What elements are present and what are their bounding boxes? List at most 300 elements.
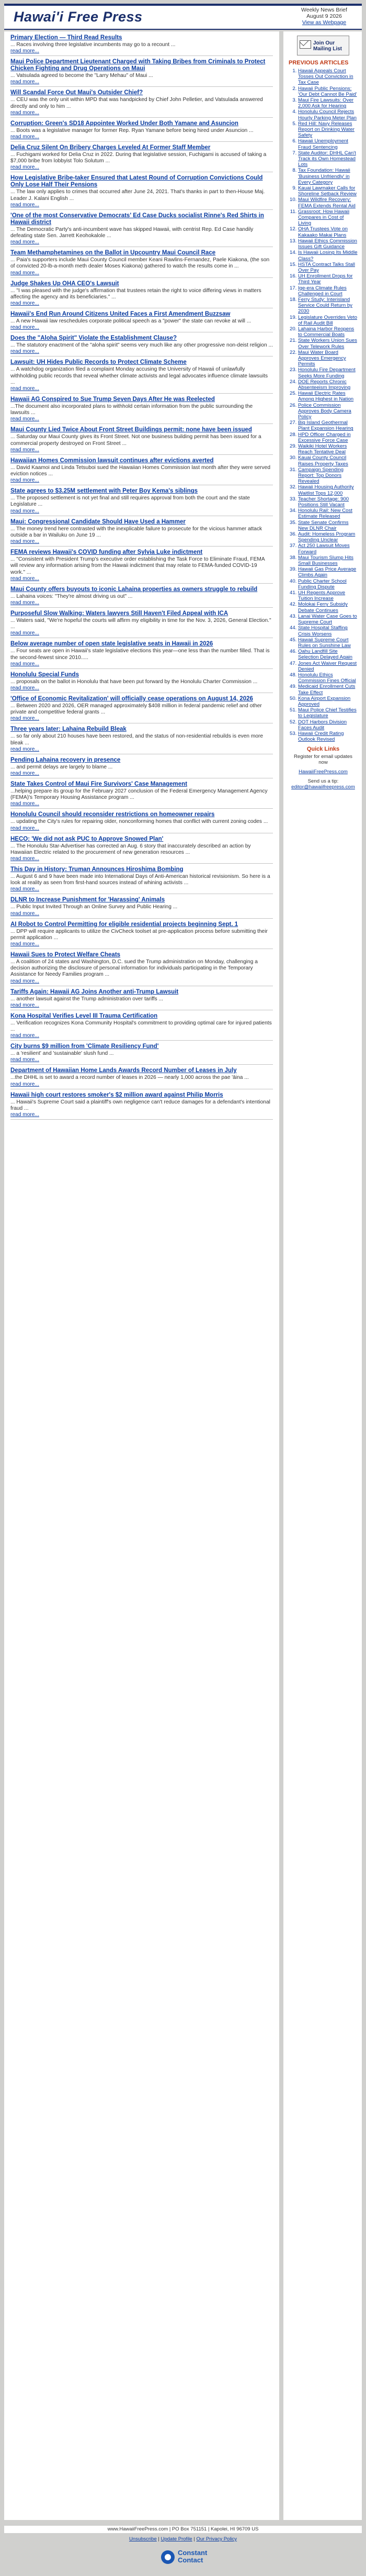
previous-article-link[interactable]: Honolulu Fire Department Seeks More Funding	[298, 367, 356, 379]
previous-article-item[interactable]	[298, 590, 358, 601]
article-divider	[10, 55, 273, 56]
article-divider	[10, 209, 273, 210]
article-blurb: ... August 6 and 9 have been made into International Days of Anti-American historical revisionism. So here is a look at reality as seen from first-hand sources instead of whining activists ...	[10, 873, 270, 886]
read-more-link[interactable]: read more...	[10, 508, 39, 514]
article-title[interactable]: Hawaii Sues to Protect Welfare Cheats	[10, 951, 121, 958]
previous-article-item[interactable]	[298, 168, 358, 185]
article-title[interactable]: Hawaii's End Run Around Citizens United Faces a First Amendment Buzzsaw	[10, 311, 231, 318]
previous-article-item[interactable]	[298, 86, 358, 97]
article-divider	[10, 607, 273, 608]
privacy-policy-link[interactable]: Our Privacy Policy	[196, 2536, 237, 2542]
previous-article-link[interactable]: Molokai Ferry Subsidy Debate Continues	[298, 601, 348, 614]
previous-article-item[interactable]	[298, 150, 358, 168]
article-title[interactable]: HECO: 'We did not ask PUC to Approve Snowed Plan'	[10, 835, 164, 842]
article	[10, 610, 273, 638]
unsubscribe-link[interactable]: Unsubscribe	[129, 2536, 157, 2542]
previous-article-link[interactable]: Public Charter School Funding Dispute	[298, 578, 347, 590]
article-blurb: ... CEU was the only unit within MPD that was handpicked by Chief John Pelletier, and Vatsulada answered directly and only to him ...	[10, 97, 263, 109]
article-blurb: ... Races involving three legislative incumbents may go to a recount ...	[10, 42, 176, 48]
article	[10, 549, 273, 584]
article-divider	[10, 546, 273, 547]
article-blurb: ... The money trend here contrasted with the inexplicable failure to prosecute for the vicious hammer attack outside a bar in Wailuku on June 19 ...	[10, 526, 262, 538]
previous-article-link[interactable]: Campaign Spending Report: Top Donors Revealed	[298, 466, 344, 485]
article	[10, 866, 273, 894]
previous-article-item[interactable]	[298, 97, 358, 109]
previous-article-link[interactable]: HSTA Contract Talks Stall Over Pay	[298, 261, 355, 273]
article	[10, 35, 273, 56]
previous-article-item[interactable]	[298, 467, 358, 485]
previous-article-link[interactable]: State Auditor: DHHL Can't Track its Own Homestead Lots	[298, 150, 356, 168]
article-blurb: ... The proposed settlement is not yet final and still requires approval from both the court and the state Legislature ...	[10, 495, 250, 508]
previous-article-item[interactable]	[298, 543, 358, 554]
read-more-link[interactable]: read more...	[10, 79, 39, 85]
article-blurb: ... Vatsulada agreed to become the "Larry Mehau" of Maui ...	[10, 73, 153, 79]
read-more-link[interactable]: read more...	[10, 685, 39, 691]
previous-article-link[interactable]: Lahaina Harbor Reopens to Commercial Boats	[298, 326, 354, 338]
previous-article-item[interactable]	[298, 338, 358, 349]
read-more-link[interactable]: read more...	[10, 855, 39, 862]
read-more-link[interactable]: read more...	[10, 770, 39, 776]
article-blurb: ...the DHHL is set to award a record number of leases in 2026 — nearly 1,000 across the pae 'āina ...	[10, 1075, 249, 1081]
envelope-icon	[300, 40, 311, 49]
read-more-link[interactable]: read more...	[10, 575, 39, 582]
article-divider	[10, 583, 273, 584]
issue-date: August 9 2026	[306, 13, 342, 19]
footer	[4, 2524, 362, 2572]
article	[10, 1067, 273, 1089]
article-blurb: ... "I was pleased with the judge's affirmation that trustees retain the right to voice differing views in matters affecting the agency and its beneficiaries." ...	[10, 287, 261, 300]
read-more-link[interactable]: read more...	[10, 539, 39, 545]
previous-article-link[interactable]: Kauai County Council Raises Property Taxes	[298, 455, 348, 467]
article	[10, 641, 273, 668]
previous-article-link[interactable]: DOT Harbors Division Faces Audit	[298, 719, 347, 731]
article	[10, 696, 273, 723]
article-blurb: ... A watchdog organization filed a complaint Monday accusing the University of Hawaii of unlawfully withholding public records that reveal whether climate activists and legal advocates influence climate lawsuits ...	[10, 366, 268, 385]
previous-article-item[interactable]	[298, 508, 358, 519]
previous-article-item[interactable]	[298, 420, 358, 431]
article	[10, 458, 273, 485]
previous-article-link[interactable]: State Workers Union Sues Over Telework Rules	[298, 338, 357, 350]
previous-article-link[interactable]: Ferry Study: Interisland Service Could Return by 2030	[298, 296, 352, 315]
article-blurb: ... The Honolulu Star-Advertiser has corrected an Aug. 6 story that inaccurately described an action by Hawaiian Electric related to the procurement of new generation resources ...	[10, 843, 251, 855]
article	[10, 921, 273, 949]
article-title[interactable]: Maui Police Department Lieutenant Charged with Taking Bribes from Criminals to Protect Chicken Fighting and Drug Operations on Maui	[10, 59, 266, 72]
article	[10, 811, 273, 833]
previous-article-item[interactable]	[298, 731, 358, 742]
previous-article-item[interactable]	[298, 637, 358, 649]
article	[10, 989, 273, 1010]
read-more-link[interactable]: read more...	[10, 746, 39, 752]
previous-article-link[interactable]: Hawaii Housing Authority Waitlist Tops 12,000	[298, 484, 354, 496]
article-divider	[10, 141, 273, 142]
previous-article-item[interactable]	[298, 121, 358, 139]
previous-article-link[interactable]: Hawaii Public Pensions: 'Our Debt Cannot Be Paid'	[298, 85, 357, 97]
previous-articles-list	[289, 68, 358, 742]
article-title[interactable]: Department of Hawaiian Home Lands Awards Record Number of Leases in July	[10, 1067, 237, 1074]
tip-text: Send us a tip:	[307, 778, 339, 785]
previous-article-item[interactable]	[298, 315, 358, 326]
previous-article-item[interactable]	[298, 555, 358, 566]
previous-article-item[interactable]	[298, 484, 358, 496]
article-blurb: ... A coalition of 24 states and Washington, D.C. sued the Trump administration on Monday, challenging a decision authorizing the disclosure of personal information for individuals participating in the Temporary Assistance for Needy Families program ...	[10, 958, 258, 978]
constant-contact-name	[178, 2549, 207, 2564]
article-blurb: ... Fuchigami worked for Delia Cruz in 2022. During that legislative session, Fuchigami is accused of taking a $7,000 bribe from lobbyist Tolo Solutum ...	[10, 152, 267, 164]
article	[10, 488, 273, 516]
article-blurb: ... Hawaii's Supreme Court said a plaintiff's own negligence can't reduce damages for a defendant's intentional fraud ...	[10, 1099, 270, 1111]
article	[10, 1013, 273, 1041]
previous-article-item[interactable]	[298, 496, 358, 508]
article-title[interactable]: Corruption: Green's SD18 Appointee Worked Under Both Yamane and Asuncion	[10, 120, 238, 127]
article-blurb: ... Public Input Invited Through an Online Survey and Public Hearing ...	[10, 904, 178, 910]
previous-article-link[interactable]: Hawaii Electric Rates Among Highest in Nation	[298, 391, 354, 403]
article-title[interactable]: Primary Election — Third Read Results	[10, 35, 122, 41]
previous-article-link[interactable]: Waikiki Hotel Workers Reach Tentative Deal	[298, 443, 347, 455]
previous-article-link[interactable]: Maui Fire Lawsuits: Over 2,000 Ask for Hearing	[298, 97, 354, 109]
article-blurb: ... Lahaina voices: "They're almost driving us out" ...	[10, 593, 133, 599]
article-title[interactable]: Will Scandal Force Out Maui's Outsider Chief?	[10, 90, 143, 96]
read-more-link[interactable]: read more...	[10, 239, 39, 246]
article	[10, 311, 273, 332]
join-mailing-list-label: Join Our Mailing List	[313, 40, 342, 52]
site-link[interactable]: HawaiiFreePress.com	[299, 769, 348, 775]
article	[10, 1043, 273, 1065]
previous-article-item[interactable]	[298, 578, 358, 590]
article-divider	[10, 1119, 273, 1120]
article-title[interactable]: DLNR to Increase Punishment for 'Harassing' Animals	[10, 897, 165, 904]
previous-article-item[interactable]	[298, 350, 358, 367]
article-blurb: ... updating the City's rules for repairing older, nonconforming homes that conflict with current zoning codes ...	[10, 819, 268, 825]
article-title[interactable]: Honolulu Council should reconsider restrictions on homeowner repairs	[10, 811, 215, 818]
previous-article-link[interactable]: UH Regents Approve Tuition Increase	[298, 590, 346, 602]
previous-article-link[interactable]: Kauai Lawmaker Calls for Shoreline Setback Review	[298, 185, 357, 197]
previous-article-link[interactable]: Teacher Shortage: 900 Positions Still Vacant	[298, 496, 349, 508]
previous-article-item[interactable]	[298, 379, 358, 391]
article-blurb: ... and permit delays are largely to blame ...	[10, 764, 113, 770]
footer-sep-1: |	[158, 2536, 159, 2542]
read-more-link[interactable]: read more...	[10, 941, 39, 947]
read-more-link[interactable]: read more...	[10, 1002, 39, 1008]
read-more-link[interactable]: read more...	[10, 1112, 39, 1118]
read-more-link[interactable]: read more...	[10, 48, 39, 54]
article-title[interactable]: Does the "Aloha Spirit" Violate the Establishment Clause?	[10, 335, 177, 342]
previous-article-item[interactable]	[298, 226, 358, 238]
view-as-webpage-link[interactable]: View as Webpage	[302, 19, 347, 26]
register-text: Register for email updates now	[294, 754, 352, 766]
article-title[interactable]: Hawaii high court restores smoker's $2 million award against Philip Morris	[10, 1091, 223, 1098]
previous-article-link[interactable]: Maui Wildfire Recovery: FEMA Extends Rental Aid	[298, 197, 356, 209]
previous-article-item[interactable]	[298, 391, 358, 402]
previous-article-link[interactable]: Maui Water Board Approves Emergency Permits	[298, 349, 346, 367]
article-title[interactable]: FEMA reviews Hawaii's COVID funding after Sylvia Luke indictment	[10, 549, 203, 556]
read-more-link[interactable]: read more...	[10, 447, 39, 453]
join-mailing-list-button[interactable]	[297, 36, 349, 55]
read-more-link[interactable]: read more...	[10, 1081, 39, 1087]
article	[10, 90, 273, 117]
read-more-link[interactable]: read more...	[10, 630, 39, 637]
previous-article-item[interactable]	[298, 138, 358, 150]
read-more-link[interactable]: read more...	[10, 300, 39, 307]
read-more-link[interactable]: read more...	[10, 270, 39, 276]
article	[10, 836, 273, 864]
previous-article-link[interactable]: Police Commission Approves Body Camera Policy	[298, 402, 351, 420]
article-title[interactable]: Lawsuit: UH Hides Public Records to Protect Climate Scheme	[10, 359, 187, 366]
read-more-link[interactable]: read more...	[10, 109, 39, 116]
article-title[interactable]: Delia Cruz Silent On Bribery Charges Leveled At Former Staff Member	[10, 144, 211, 151]
article-title[interactable]: Purposeful Slow Walking: Waters lawyers Still Haven't Filed Appeal with ICA	[10, 610, 228, 617]
previous-article-link[interactable]: Is Hawaii Losing Its Middle Class?	[298, 250, 358, 262]
article-blurb: ... Saturday our Maui County gives its Front Street. Not one business building permit has been issued for a commercial property destroyed on Front Street ...	[10, 434, 261, 447]
previous-article-item[interactable]	[298, 367, 358, 378]
article	[10, 213, 273, 247]
article	[10, 250, 273, 277]
article	[10, 586, 273, 608]
quick-links-title: Quick Links	[306, 746, 340, 753]
previous-article-item[interactable]	[298, 403, 358, 420]
previous-article-link[interactable]: Honolulu Council Rejects Hourly Parking Meter Plan	[298, 109, 357, 121]
previous-article-item[interactable]	[298, 566, 358, 578]
article-blurb: ... Verification recognizes Kona Community Hospital's commitment to providing optimal care for injured patients ...	[10, 1020, 272, 1032]
footer-sep-2: |	[193, 2536, 195, 2542]
read-more-link[interactable]: read more...	[10, 134, 39, 140]
header	[4, 4, 362, 29]
header-divider	[4, 29, 362, 30]
previous-article-link[interactable]: Hawaii Unemployment Fraud Sentencing	[298, 138, 348, 150]
previous-article-link[interactable]: Maui Police Chief Testifies to Legislature	[298, 707, 357, 719]
previous-article-item[interactable]	[298, 326, 358, 338]
article	[10, 359, 273, 394]
article	[10, 175, 273, 209]
previous-articles-title: PREVIOUS ARTICLES	[289, 60, 349, 66]
read-more-link[interactable]: read more...	[10, 886, 39, 893]
article-title[interactable]: Tariffs Again: Hawaii AG Joins Another anti-Trump Lawsuit	[10, 988, 179, 995]
article-title[interactable]: 'Office of Economic Revitalization' will officially cease operations on August 14, 2026	[10, 695, 253, 702]
article	[10, 396, 273, 424]
article-title[interactable]: Maui: Congressional Candidate Should Have Used a Hammer	[10, 518, 186, 525]
previous-article-item[interactable]	[298, 601, 358, 613]
previous-article-item[interactable]	[298, 197, 358, 208]
article-title[interactable]: How Legislative Bribe-taker Ensured that Latest Round of Corruption Convictions Could Only Lose Half Their Pensions	[10, 175, 263, 188]
article	[10, 781, 273, 809]
read-more-link[interactable]: read more...	[10, 599, 39, 606]
previous-article-item[interactable]	[298, 432, 358, 443]
previous-article-item[interactable]	[298, 614, 358, 625]
article-blurb: ... David Kaamoi and Linda Tetsuboi sued the Hawaiian Homes Commission last month after they were served eviction notices ...	[10, 464, 270, 477]
article	[10, 672, 273, 693]
previous-article-item[interactable]	[298, 719, 358, 731]
previous-article-item[interactable]	[298, 531, 358, 543]
previous-article-item[interactable]	[298, 68, 358, 86]
article-title[interactable]: Pending Lahaina recovery in presence	[10, 756, 121, 763]
article-title[interactable]: Kona Hospital Verifies Level III Trauma Certification	[10, 1012, 158, 1019]
article-title[interactable]: Judge Shakes Up OHA CEO's Lawsuit	[10, 280, 119, 287]
previous-article-link[interactable]: Hawaii Gas Price Average Climbs Again	[298, 566, 357, 578]
article-title[interactable]: Team Methamphetamines on the Ballot in Upcountry Maui Council Race	[10, 250, 216, 257]
masthead: Hawai'i Free Press	[14, 9, 143, 25]
article-blurb: ... a 'resilient' and 'sustainable' slush fund ...	[10, 1051, 114, 1057]
read-more-link[interactable]: read more...	[10, 386, 39, 392]
article-divider	[10, 668, 273, 669]
article-blurb: ... Four seats are open in Hawaii's state legislative elections this year—one less than the number filled. That is the second-fewest since 2010.....	[10, 648, 270, 661]
article-title[interactable]: State Takes Control of Maui Fire Survivors' Case Management	[10, 780, 188, 787]
read-more-link[interactable]: read more...	[10, 978, 39, 984]
article-title[interactable]: State agrees to $3.25M settlement with Peter Boy Kema's siblings	[10, 488, 198, 495]
article-divider	[10, 808, 273, 809]
previous-article-item[interactable]	[298, 262, 358, 273]
previous-article-item[interactable]	[298, 443, 358, 455]
article-divider	[10, 86, 273, 87]
article-divider	[10, 277, 273, 278]
article-divider	[10, 117, 273, 118]
article-blurb: ... proposals on the ballot in Honolulu that have been put forward by the Honolulu Charter Commission ...	[10, 678, 258, 685]
articles-column	[4, 31, 279, 2520]
article-divider	[10, 1040, 273, 1041]
update-profile-link[interactable]: Update Profile	[161, 2536, 192, 2542]
article	[10, 144, 273, 172]
previous-article-link[interactable]: Hawaii Credit Rating Outlook Revised	[298, 730, 344, 743]
issue-info	[293, 7, 356, 26]
previous-article-link[interactable]: UH Enrollment Drops for Third Year	[298, 273, 353, 285]
read-more-link[interactable]: read more...	[10, 910, 39, 917]
read-more-link[interactable]: read more...	[10, 825, 39, 831]
article-title[interactable]: Three years later: Lahaina Rebuild Bleak	[10, 726, 127, 733]
article	[10, 519, 273, 547]
previous-article-link[interactable]: State Hospital Staffing Crisis Worsens	[298, 625, 348, 637]
article-blurb: ... another lawsuit against the Trump administration over tariffs ...	[10, 996, 163, 1002]
previous-article-link[interactable]: Honolulu Ethics Commission Fines Official	[298, 672, 356, 684]
previous-article-item[interactable]	[298, 696, 358, 707]
constant-contact-icon	[161, 2550, 175, 2564]
article-blurb: ... The Democratic Party's anti-incumbent wave has skipped Hawaii, with centrist Rep. Ed Case handily defeating state Sen. Jarrett Keohokalole ...	[10, 226, 254, 239]
previous-article-item[interactable]	[298, 185, 358, 197]
article-title[interactable]: Maui County Lied Twice About Front Street Buildings permit: none have been issued	[10, 427, 252, 433]
previous-article-item[interactable]	[298, 649, 358, 660]
previous-article-item[interactable]	[298, 684, 358, 695]
footer-address: www.HawaiiFreePress.com | PO Box 751151 | Kapolei, HI 96709 US	[4, 2526, 362, 2533]
article	[10, 952, 273, 986]
previous-article-link[interactable]: Hawaii Ethics Commission Issues Gift Guidance	[298, 238, 358, 250]
previous-article-item[interactable]	[298, 455, 358, 466]
article-blurb: ... DPP will require applicants to utilize the CivCheck toolset at pre-application process before submitting their permit application ...	[10, 928, 268, 941]
cc-line-1: Constant	[178, 2549, 208, 2557]
previous-article-item[interactable]	[298, 285, 358, 297]
previous-article-link[interactable]: Maui Tourism Slump Hits Small Businesses	[298, 554, 353, 567]
footer-links	[4, 2536, 362, 2543]
read-more-link[interactable]: read more...	[10, 1033, 39, 1039]
article	[10, 335, 273, 356]
article-blurb: ... Between 2020 and 2026, OER managed approximately $408 million in federal pandemic relief and other private and competitive federal grants ...	[10, 702, 262, 716]
article-title[interactable]: AI Robot to Control Permitting for eligible residential projects beginning Sept. 1	[10, 921, 238, 928]
article	[10, 427, 273, 454]
article	[10, 757, 273, 778]
article-title[interactable]: Hawaiian Homes Commission lawsuit continues after evictions averted	[10, 457, 214, 464]
article	[10, 59, 273, 87]
previous-article-link[interactable]: HPD Officer Charged in Excessive Force Case	[298, 431, 351, 443]
previous-article-link[interactable]: Hawaii Supreme Court Rules on Sunshine Law	[298, 637, 351, 649]
previous-article-link[interactable]: Medicaid Enrollment Cuts Take Effect	[298, 684, 356, 696]
read-more-link[interactable]: read more...	[10, 349, 39, 355]
read-more-link[interactable]: read more...	[10, 202, 39, 208]
previous-article-link[interactable]: Legislature Overrides Veto of Rail Audit Bill	[298, 314, 358, 326]
read-more-link[interactable]: read more...	[10, 164, 39, 171]
article-divider	[10, 863, 273, 864]
previous-article-item[interactable]	[298, 209, 358, 227]
previous-article-item[interactable]	[298, 109, 358, 120]
article-title[interactable]: This Day in History: Truman Announces Hiroshima Bombing	[10, 866, 184, 873]
previous-article-item[interactable]	[298, 297, 358, 315]
article-divider	[10, 423, 273, 424]
tip-email-link[interactable]: editor@hawaiifreepress.com	[291, 784, 355, 790]
article-blurb: ... Waters said, "We're hopeful the courts will affirm my eligibility in time for the Nov. 3, 2026, General Election." ...	[10, 617, 271, 630]
previous-article-link[interactable]: Oahu Landfill Site Selection Delayed Again	[298, 649, 353, 661]
article-blurb: ... The statutory enactment of the "aloha spirit" seems very much like any other progressive non-deist religion ...	[10, 342, 273, 349]
cc-line-2: Contact	[178, 2556, 203, 2564]
previous-article-link[interactable]: Tax Foundation: Hawaii 'Business Unfriendly' in Every Category	[298, 168, 350, 185]
previous-article-item[interactable]	[298, 520, 358, 531]
article-title[interactable]: Hawaii AG Conspired to Sue Trump Seven Days After He was Reelected	[10, 396, 215, 403]
read-more-link[interactable]: read more...	[10, 716, 39, 722]
constant-contact-logo[interactable]	[161, 2549, 239, 2565]
read-more-link[interactable]: read more...	[10, 661, 39, 667]
sidebar	[283, 31, 362, 2520]
previous-article-link[interactable]: Hawaii Appeals Court Tosses Out Conviction in Tax Case	[298, 68, 353, 86]
article	[10, 1092, 273, 1120]
previous-article-link[interactable]: Audit: Homeless Program Spending Unclear	[298, 531, 356, 543]
article	[10, 120, 273, 142]
article-blurb: ... The law only applies to crimes that occurred after June 24, 2021. That's thanks in part to then-House Maj. Leader J. Kalani English ...	[10, 189, 265, 202]
previous-article-link[interactable]: Honolulu Rail: New Cost Estimate Released	[298, 508, 352, 520]
quick-links	[289, 746, 358, 790]
read-more-link[interactable]: read more...	[10, 1057, 39, 1063]
previous-article-link[interactable]: Ige-era Climate Rules Challenged in Court	[298, 285, 347, 297]
previous-article-link[interactable]: Kona Airport Expansion Approved	[298, 695, 351, 707]
previous-article-link[interactable]: OHA Trustees Vote on Kakaako Makai Plans	[298, 226, 348, 238]
article	[10, 726, 273, 754]
previous-article-item[interactable]	[298, 250, 358, 261]
previous-article-link[interactable]: State Senate Confirms New DLNR Chair	[298, 519, 349, 531]
article-blurb: ... so far only about 210 houses have been restored, and the status of non-residential rebuilds is even more bleak ...	[10, 733, 264, 746]
article-blurb: ... Boots was a legislative manager for former Rep. Ryan Yamane before being hired under Asuncion ...	[10, 127, 254, 133]
previous-article-link[interactable]: Jones Act Waiver Request Denied	[298, 660, 357, 672]
previous-article-item[interactable]	[298, 273, 358, 285]
article-blurb: ... A new Hawaii law reschedules corporate political speech as a "power" the state can revoke at will ...	[10, 318, 251, 325]
previous-article-link[interactable]: Act 250 Lawsuit Moves Forward	[298, 543, 350, 555]
previous-article-link[interactable]: Red Hill: Navy Releases Report on Drinking Water Safety	[298, 120, 354, 139]
previous-article-item[interactable]	[298, 625, 358, 637]
previous-article-link[interactable]: Big Island Geothermal Plant Expansion Hearing	[298, 420, 353, 432]
article-divider	[10, 918, 273, 919]
article-divider	[10, 454, 273, 455]
article-divider	[10, 1064, 273, 1065]
previous-article-link[interactable]: Grassroot: How Hawaii Compares in Cost of Living	[298, 208, 350, 227]
read-more-link[interactable]: read more...	[10, 801, 39, 807]
article-title[interactable]: 'One of the most Conservative Democrats' Ed Case Ducks socialist Rinne's Red Shirts in Hawaii district	[10, 212, 264, 226]
previous-article-link[interactable]: Lanai Water Case Goes to Supreme Court	[298, 613, 357, 626]
article-title[interactable]: Honolulu Special Funds	[10, 671, 79, 678]
article-title[interactable]: City burns $9 million from 'Climate Resiliency Fund'	[10, 1043, 159, 1050]
article-blurb: ... Paia's supporters include Maui County Council member Keani Rawlins-Fernandez, Paele Kiakona, (the son of convicted 20-lb-a-month meth dealer Moses Kiakona) gathered to watch the results come in ...	[10, 257, 270, 270]
previous-article-link[interactable]: DOE Reports Chronic Absenteeism Improving	[298, 378, 351, 391]
previous-article-item[interactable]	[298, 672, 358, 684]
previous-article-item[interactable]	[298, 238, 358, 250]
previous-article-item[interactable]	[298, 707, 358, 719]
read-more-link[interactable]: read more...	[10, 325, 39, 331]
article-title[interactable]: Below average number of open state legislative seats in Hawaii in 2026	[10, 641, 213, 648]
article-blurb: ...The document also incorporated plans to withhold certain information from the public surrounding the lawsuits ...	[10, 404, 253, 416]
article-title[interactable]: Maui County offers buyouts to iconic Lahaina properties as owners struggle to rebuild	[10, 586, 258, 593]
previous-article-item[interactable]	[298, 661, 358, 672]
read-more-link[interactable]: read more...	[10, 477, 39, 484]
read-more-link[interactable]: read more...	[10, 416, 39, 422]
